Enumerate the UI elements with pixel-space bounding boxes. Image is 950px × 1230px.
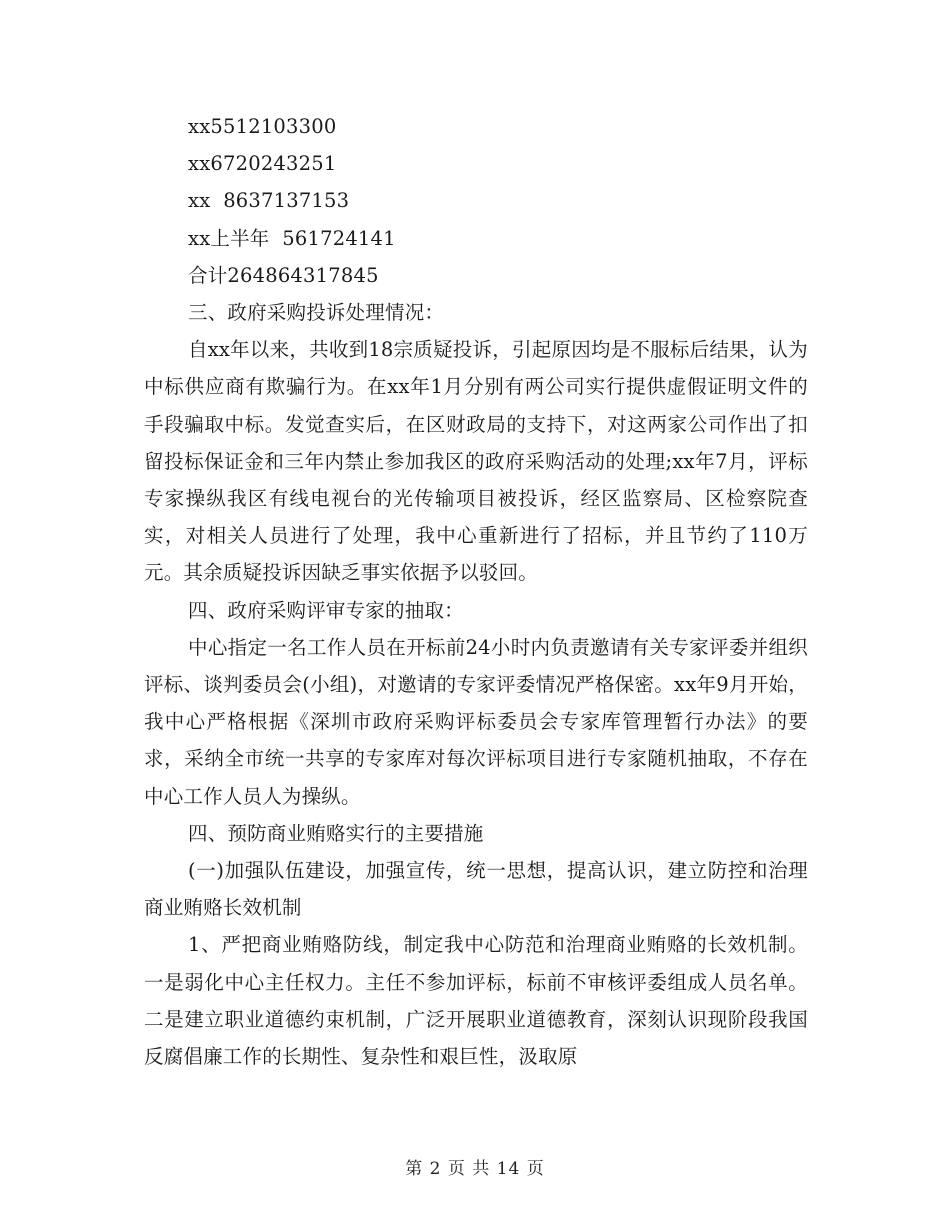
- document-body: [144, 108, 808, 1075]
- section-heading-measures: 四、预防商业贿赂实行的主要措施: [188, 821, 484, 845]
- paragraph-experts: 中心指定一名工作人员在开标前24小时内负责邀请有关专家评委并组织评标、谈判委员会(小组)，对邀请的专家评委情况严格保密。xx年9月开始，我中心严格根据《深圳市政府采购评标委员会专家库管理暂行办法》的要求，采纳全市统一共享的专家库对每次评标项目进行专家随机抽取，不存在中心工作人员人为操纵。: [144, 635, 808, 808]
- paragraph-subsection-1: (一)加强队伍建设，加强宣传，统一思想，提高认识，建立防控和治理商业贿赂长效机制: [144, 859, 808, 920]
- figure-line-3: xx 8637137153: [188, 189, 350, 213]
- paragraph-item-1: 1、严把商业贿赂防线，制定我中心防范和治理商业贿赂的长效机制。一是弱化中心主任权力。主任不参加评标，标前不审核评委组成人员名单。二是建立职业道德约束机制，广泛开展职业道德教育，深刻认识现阶段我国反腐倡廉工作的长期性、复杂性和艰巨性，汲取原: [144, 933, 808, 1069]
- section-heading-experts: 四、政府采购评审专家的抽取：: [188, 598, 464, 622]
- figure-line-1: xx5512103300: [188, 115, 337, 138]
- page-number-footer: 第 2 页 共 14 页: [405, 1159, 545, 1179]
- total-line: 合计264864317845: [188, 263, 379, 287]
- figure-line-4: xx上半年 561724141: [188, 226, 396, 250]
- paragraph-complaints: 自xx年以来，共收到18宗质疑投诉，引起原因均是不服标后结果，认为中标供应商有欺骗行为。在xx年1月分别有两公司实行提供虚假证明文件的手段骗取中标。发觉查实后，在区财政局的支持下，对这两家公司作出了扣留投标保证金和三年内禁止参加我区的政府采购活动的处理;xx年7月，评标专家操纵我区有线电视台的光传输项目被投诉，经区监察局、区检察院查实，对相关人员进行了处理，我中心重新进行了招标，并且节约了110万元。其余质疑投诉因缺乏事实依据予以驳回。: [144, 338, 808, 585]
- figure-line-2: xx6720243251: [188, 152, 337, 176]
- section-heading-complaints: 三、政府采购投诉处理情况：: [188, 301, 445, 325]
